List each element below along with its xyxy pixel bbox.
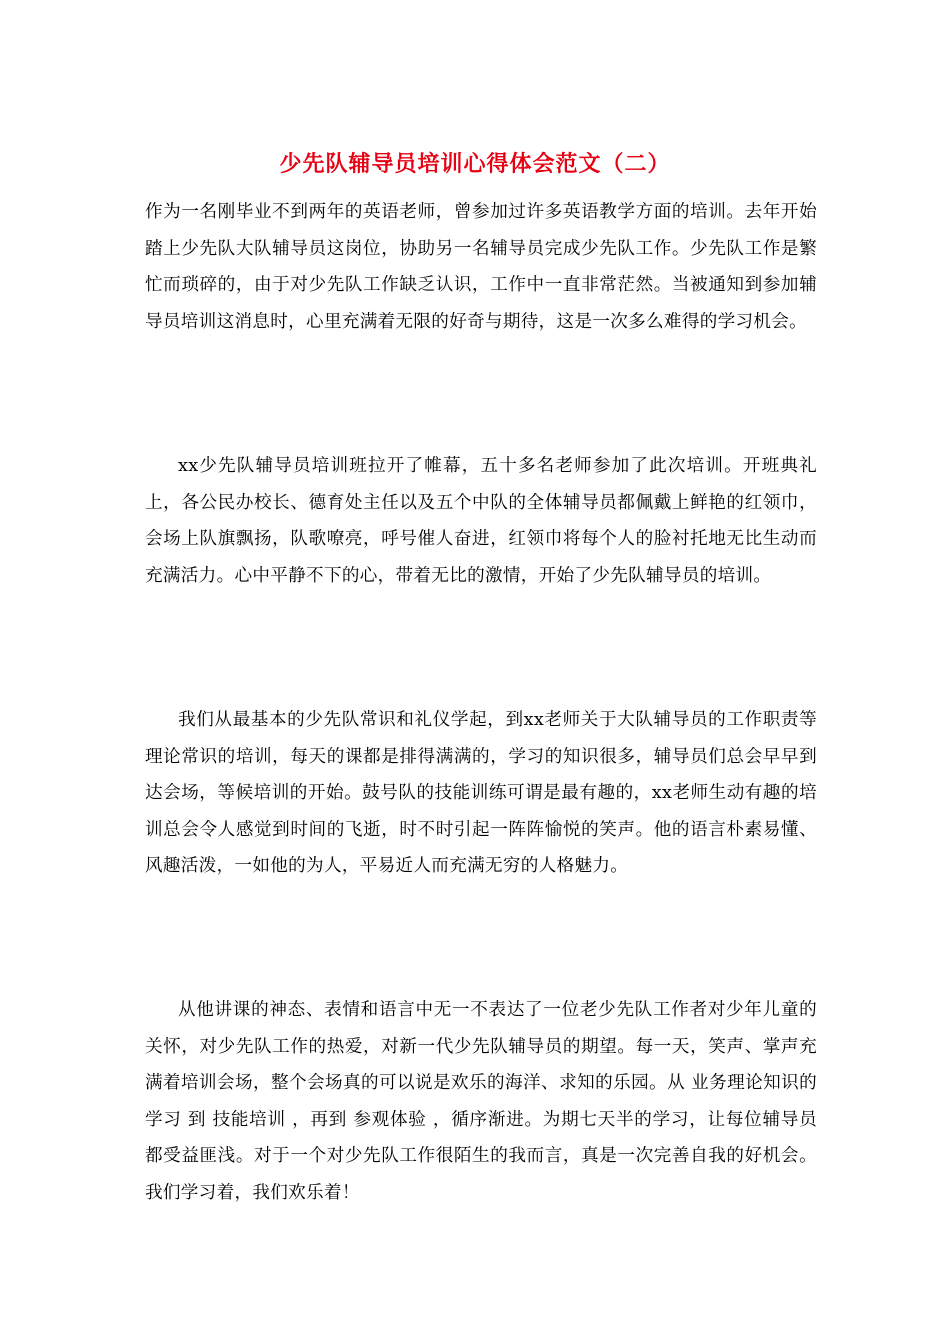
paragraph-4: 从他讲课的神态、表情和语言中无一不表达了一位老少先队工作者对少年儿童的关怀，对少先队工作的热爱，对新一代少先队辅导员的期望。每一天，笑声、掌声充满着培训会场，整个会场真的可以说是欢乐的海洋、求知的乐园。从 业务理论知识的学习 到 技能培训 ，再到 参观体验 ，循序渐进。为期七天半的学习，让每位辅导员都受益匪浅。对于一个对少先队工作很陌生的我而言，真是一次完善自我的好机会。我们学习着，我们欢乐着！ <box>145 1000 817 1203</box>
paragraph-3: 我们从最基本的少先队常识和礼仪学起，到xx老师关于大队辅导员的工作职责等理论常识的培训，每天的课都是排得满满的，学习的知识很多，辅导员们总会早早到达会场，等候培训的开始。鼓号队的技能训练可谓是最有趣的，xx老师生动有趣的培训总会令人感觉到时间的飞逝，时不时引起一阵阵愉悦的笑声。他的语言朴素易懂、风趣活泼，一如他的为人，平易近人而充满无穷的人格魅力。 <box>145 710 817 877</box>
paragraph-1: 作为一名刚毕业不到两年的英语老师，曾参加过许多英语教学方面的培训。去年开始踏上少先队大队辅导员这岗位，协助另一名辅导员完成少先队工作。少先队工作是繁忙而琐碎的，由于对少先队工作缺乏认识，工作中一直非常茫然。当被通知到参加辅导员培训这消息时，心里充满着无限的好奇与期待，这是一次多么难得的学习机会。 <box>145 202 817 332</box>
paragraph-2: xx少先队辅导员培训班拉开了帷幕，五十多名老师参加了此次培训。开班典礼上，各公民办校长、德育处主任以及五个中队的全体辅导员都佩戴上鲜艳的红领巾，会场上队旗飘扬，队歌嘹亮，呼号催人奋进，红领巾将每个人的脸衬托地无比生动而充满活力。心中平静不下的心，带着无比的激情，开始了少先队辅导员的培训。 <box>145 456 817 586</box>
document-title: 少先队辅导员培训心得体会范文（二） <box>279 151 671 177</box>
